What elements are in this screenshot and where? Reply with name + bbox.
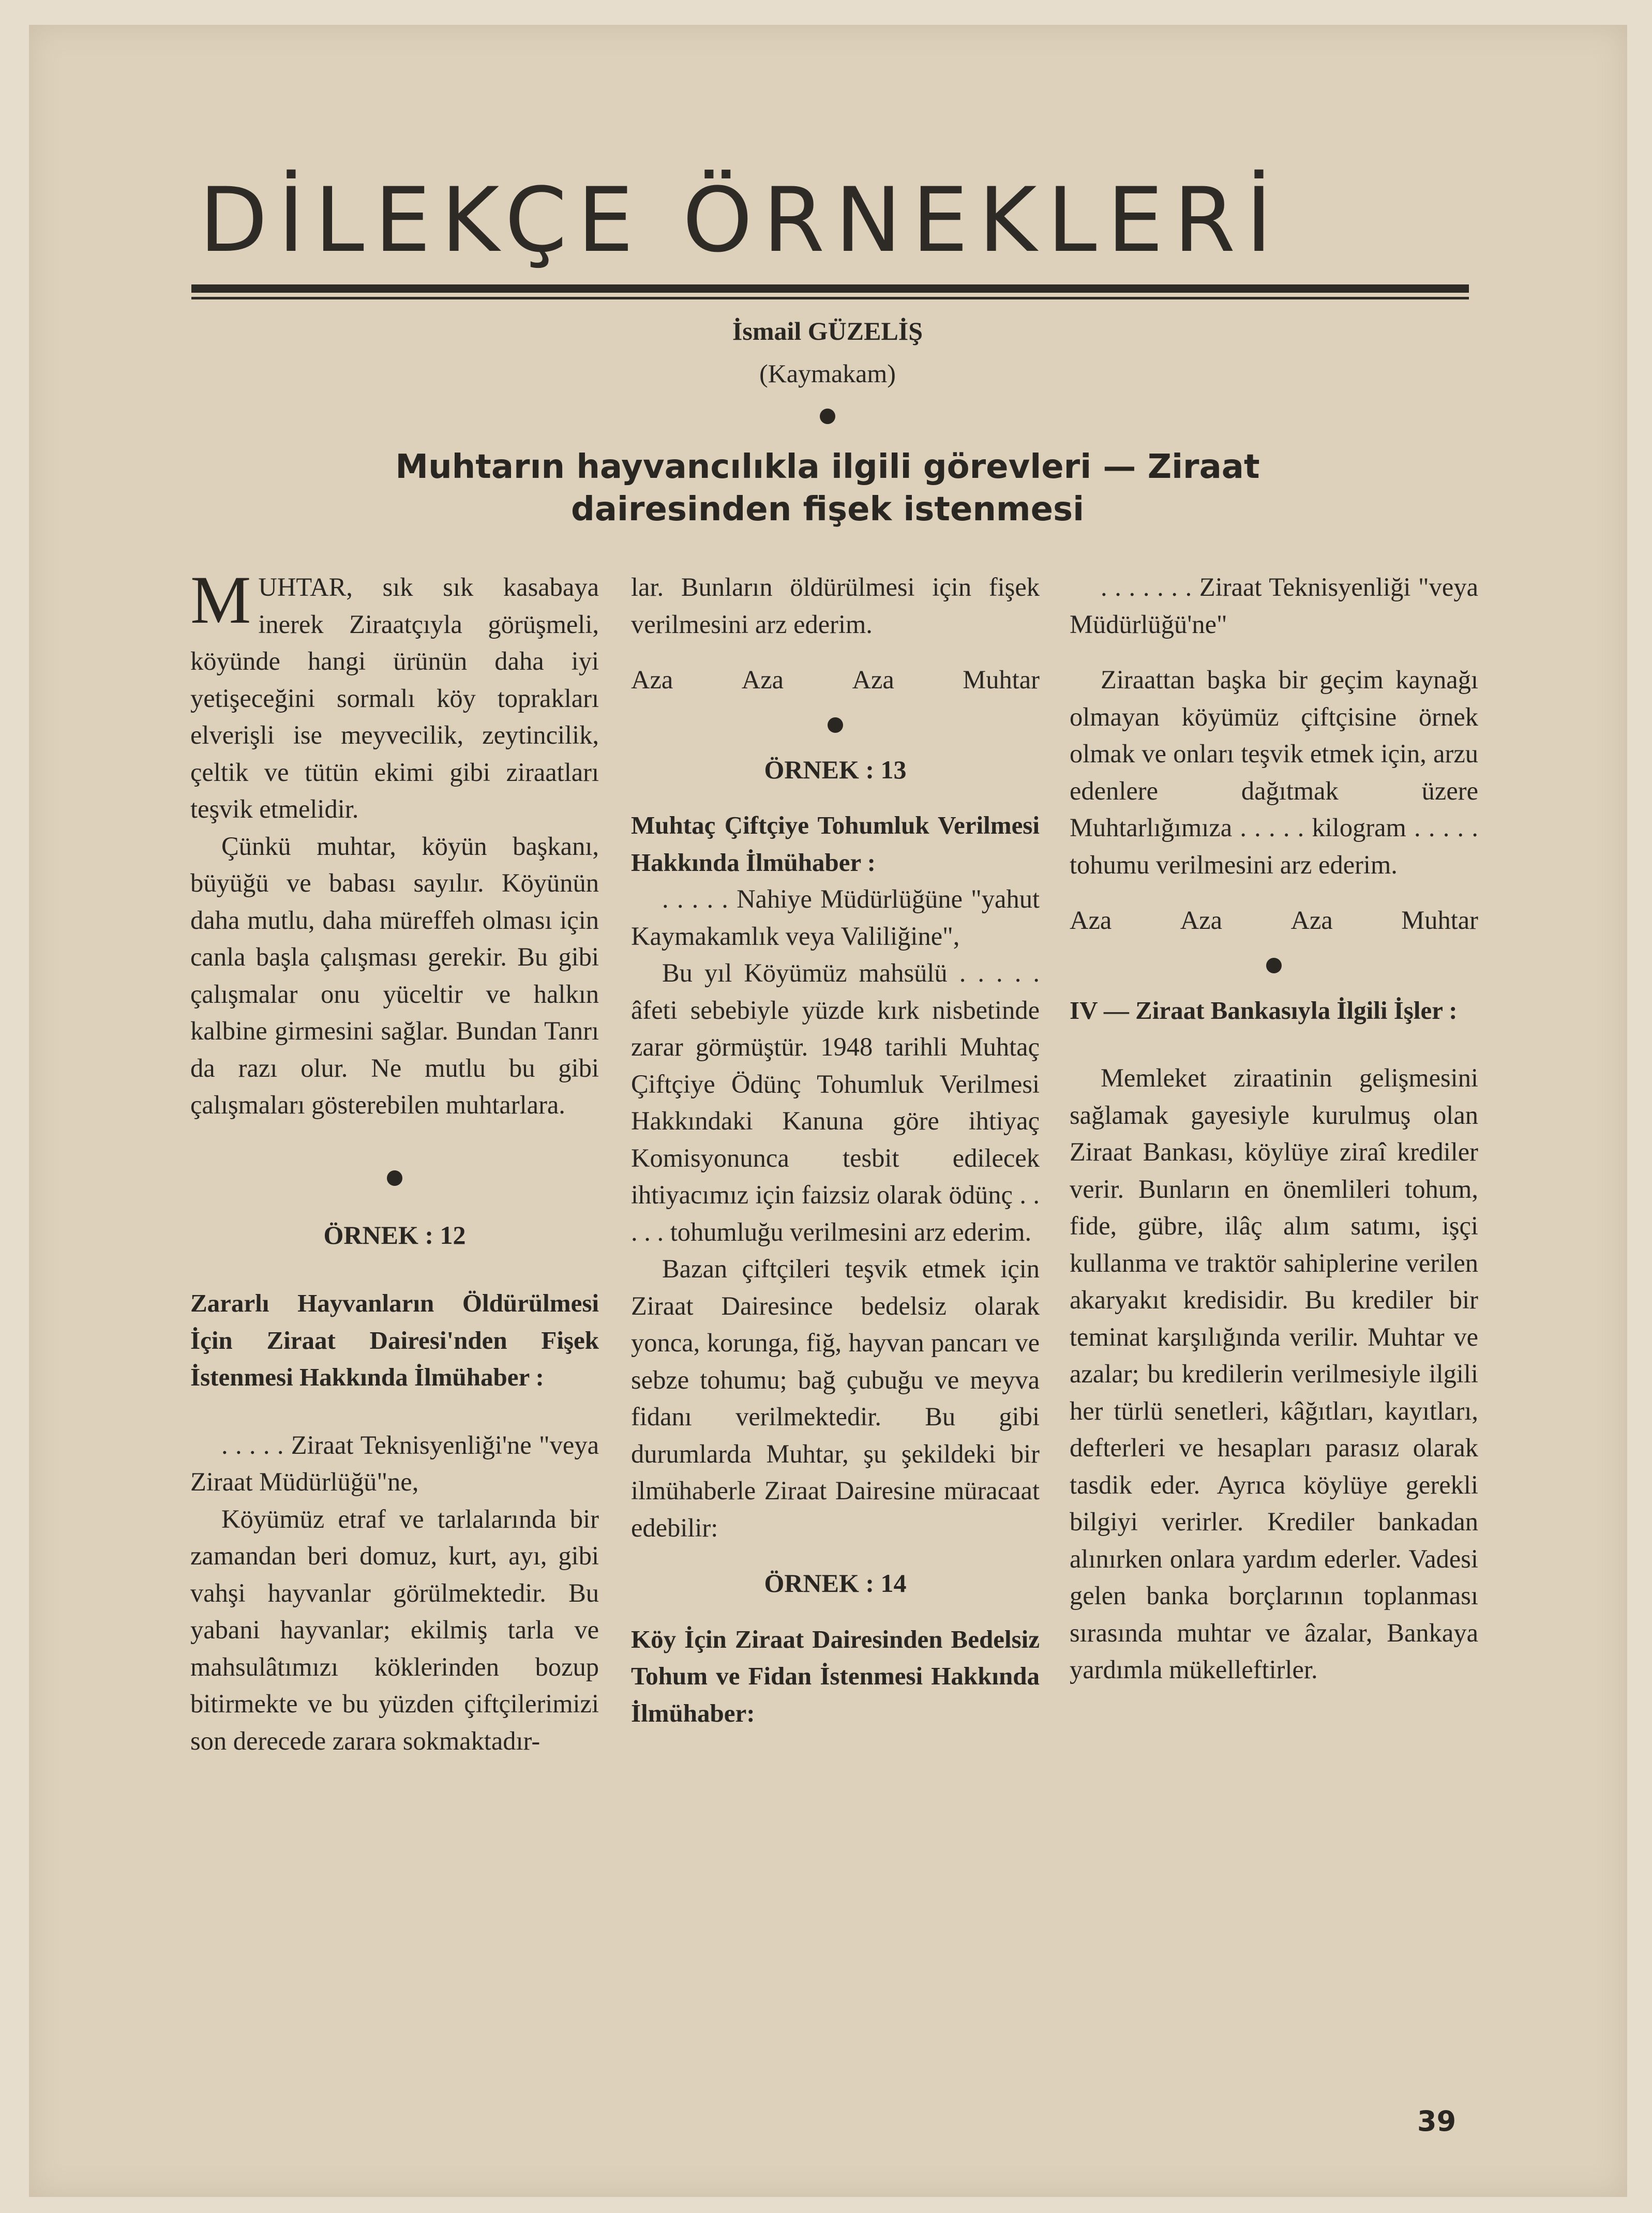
- bullet-icon: [387, 1170, 402, 1186]
- author-name: İsmail GÜZELİŞ: [732, 317, 923, 345]
- signature-label: Aza: [1290, 906, 1333, 935]
- paragraph: Bu yıl Köyümüz mahsülü . . . . . âfeti sebebiyle yüzde kırk nisbetinde zarar görmüştür. 1948 tarihli Muhtaç Çiftçiye Ödünç Tohumluk Verilmesi Hakkındaki Kanuna göre ihtiyaç Komisyonunca tesbit edilecek ihtiyacımız için faizsiz olarak ödünç . . . . . tohumluğu verilmesini arz ederim.: [631, 958, 1040, 1246]
- paragraph: Ziraattan başka bir geçim kaynağı olmayan köyümüz çiftçisine örnek olmak ve onları teşvik etmek için, arzu edenlere dağıtmak üzere Muhtarlığımıza . . . . . kilogram . . . . . tohumu verilmesini arz ederim.: [1070, 665, 1478, 879]
- bullet-icon: [820, 409, 835, 424]
- signature-label: Aza: [1180, 906, 1223, 935]
- headline-line-1: Muhtarın hayvancılıkla ilgili görevleri — Ziraat: [395, 448, 1260, 486]
- example-subhead: Köy İçin Ziraat Dairesinden Bedelsiz Tohum ve Fidan İstenmesi Hakkında İlmühaber:: [631, 1624, 1040, 1727]
- signature-label: Aza: [1070, 906, 1112, 935]
- paragraph: Köyümüz etraf ve tarlalarında bir zamandan beri domuz, kurt, ayı, gibi vahşi hayvanlar görülmektedir. Bu yabani hayvanlar; ekilmiş tarla ve mahsulâtımızı köklerinden bozup bitirmekte ve bu yüzden çiftçilerimizi son derecede zarara sokmaktadır-: [190, 1504, 599, 1755]
- example-title: ÖRNEK : 14: [764, 1569, 907, 1598]
- page-title: DİLEKÇE ÖRNEKLERİ: [199, 168, 1283, 272]
- address-line: . . . . . . . Ziraat Teknisyenliği "veya Müdürlüğü'ne": [1070, 573, 1478, 639]
- address-line: . . . . . Nahiye Müdürlüğüne "yahut Kaymakamlık veya Valiliğine",: [631, 884, 1040, 951]
- intro-paragraph: UHTAR, sık sık kasabaya inerek Ziraatçıyla görüşmeli, köyünde hangi ürünün daha iyi yetişeceğini sormalı köy toprakları elverişli ise meyvecilik, zeytincilik, çeltik ve tütün ekimi gibi ziraatları teşvik etmelidir.: [190, 573, 599, 823]
- example-title: ÖRNEK : 12: [323, 1220, 466, 1249]
- drop-cap: M: [190, 562, 251, 638]
- signature-label: Muhtar: [1401, 906, 1478, 935]
- paragraph: Bazan çiftçileri teşvik etmek için Ziraat Dairesince bedelsiz olarak yonca, korunga, fiğ, hayvan pancarı ve sebze tohumu; bağ çubuğu ve meyva fidanı verilmektedir. Bu gibi durumlarda Muhtar, şu şekildeki bir ilmühaberle Ziraat Dairesine müracaat edebilir:: [631, 1254, 1040, 1542]
- signature-label: Aza: [631, 665, 673, 694]
- article-headline: [310, 446, 1345, 531]
- signature-line: [1070, 902, 1478, 939]
- example-subhead: Zararlı Hayvanların Öldürülmesi İçin Ziraat Dairesi'nden Fişek İstenmesi Hakkında İlmühaber :: [190, 1289, 599, 1391]
- bullet-icon: [1266, 958, 1282, 973]
- page-number: 39: [1417, 2105, 1456, 2137]
- signature-line: [631, 661, 1040, 699]
- title-rule-thick: [191, 284, 1469, 293]
- column-1: [190, 562, 599, 1759]
- signature-label: Aza: [741, 665, 784, 694]
- signature-label: Aza: [852, 665, 894, 694]
- author-role: (Kaymakam): [759, 359, 896, 388]
- column-2: [631, 569, 1040, 1732]
- paragraph: Memleket ziraatinin gelişmesini sağlamak gayesiyle kurulmuş olan Ziraat Bankası, köylüye ziraî krediler verir. Bunların en önemlileri tohum, fide, gübre, ilâç alım satımı, işçi kullanma ve traktör sahiplerine verilen akaryakıt kredisidir. Bu krediler bir teminat karşılığında verilir. Muhtar ve azalar; bu kredilerin verilmesiyle ilgili her türlü senetleri, kâğıtları, kayıtları, defterleri ve hesapları parasız olarak tasdik eder. Ayrıca köylüye gerekli bilgiyi verirler. Krediler bankadan alınırken onlara yardım ederler. Vadesi gelen banka borçlarının toplanması sırasında muhtar ve âzalar, Bankaya yardımla mükelleftirler.: [1070, 1063, 1478, 1684]
- paragraph: Çünkü muhtar, köyün başkanı, büyüğü ve babası sayılır. Köyünün daha mutlu, daha müreffeh olması için canla başla çalışması gerekir. Bu gibi çalışmalar onu yüceltir ve halkın kalbine girmesini sağlar. Bundan Tanrı da razı olur. Ne mutlu bu gibi çalışmaları gösterebilen muhtarlara.: [190, 831, 599, 1119]
- address-line: . . . . . Ziraat Teknisyenliği'ne "veya Ziraat Müdürlüğü"ne,: [190, 1430, 599, 1496]
- example-subhead: Muhtaç Çiftçiye Tohumluk Verilmesi Hakkında İlmühaber :: [631, 811, 1040, 877]
- example-title: ÖRNEK : 13: [764, 755, 907, 784]
- paragraph: lar. Bunların öldürülmesi için fişek verilmesini arz ederim.: [631, 573, 1040, 639]
- signature-label: Muhtar: [963, 665, 1040, 694]
- headline-line-2: dairesinden fişek istenmesi: [570, 490, 1085, 529]
- bullet-icon: [828, 717, 843, 733]
- section-heading: IV — Ziraat Bankasıyla İlgili İşler :: [1070, 996, 1458, 1025]
- column-3: [1070, 569, 1478, 1689]
- title-rule-thin: [191, 297, 1469, 299]
